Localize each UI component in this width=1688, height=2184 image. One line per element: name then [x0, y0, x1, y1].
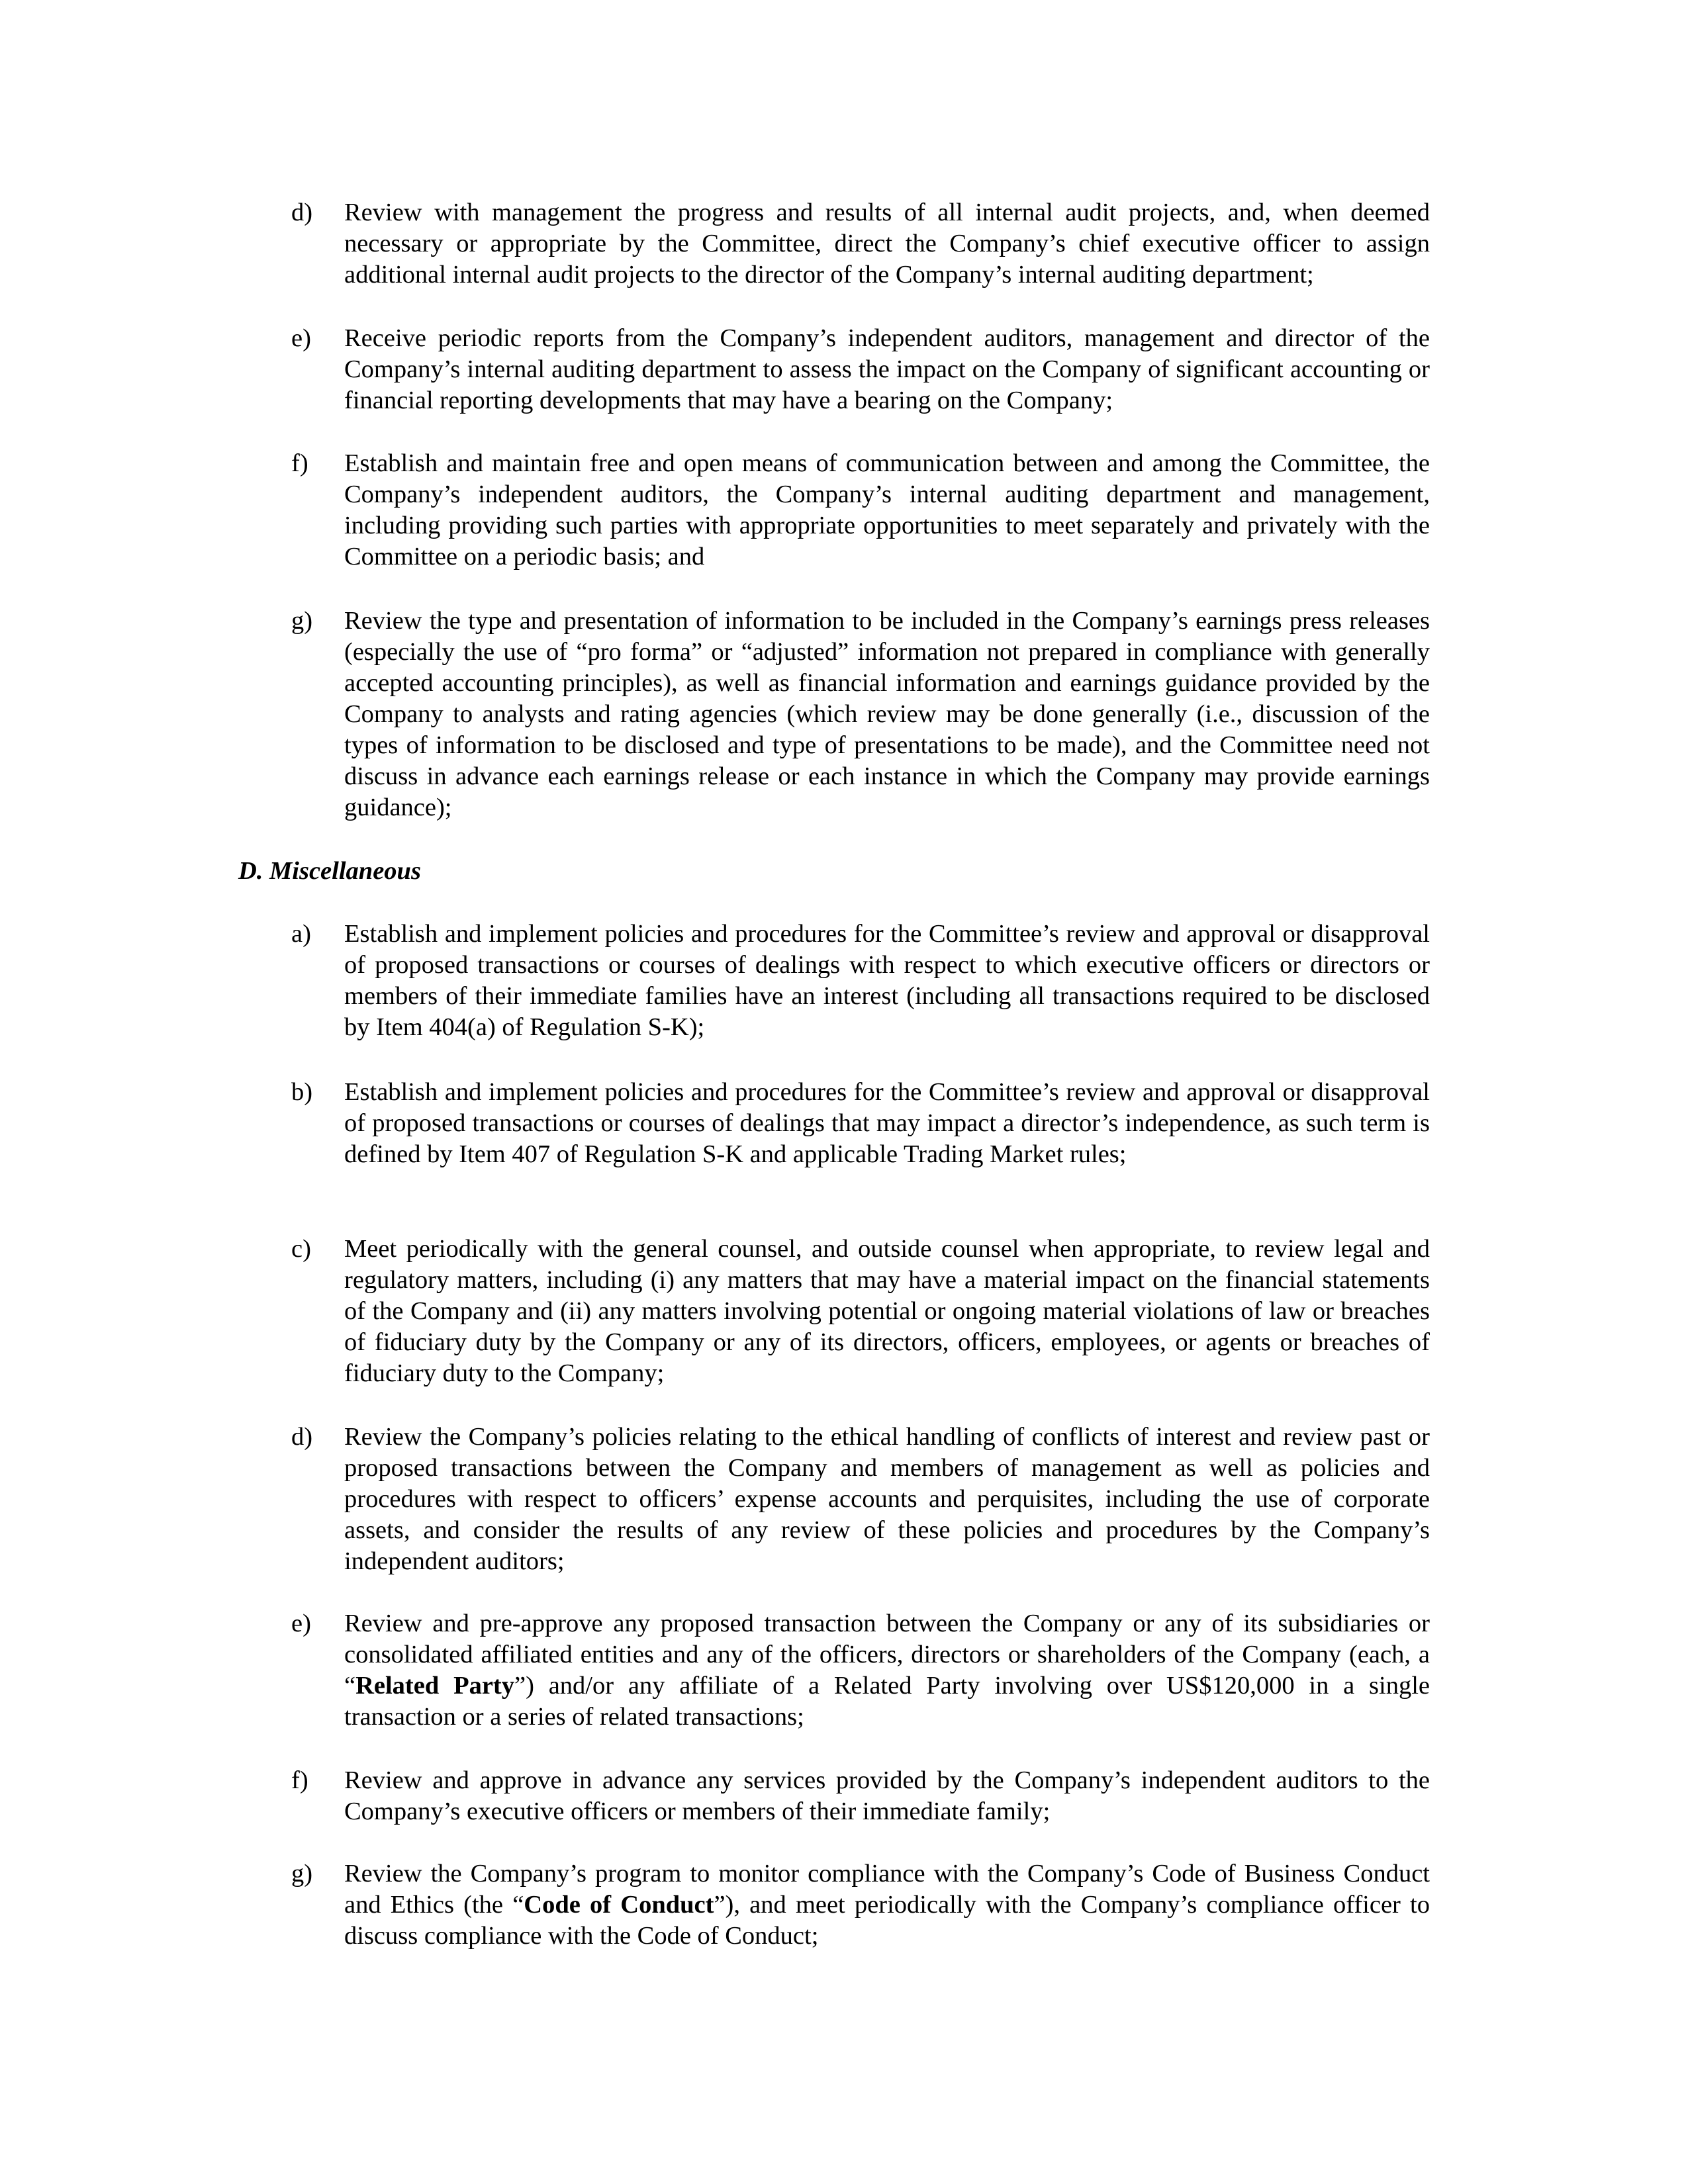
list-item-letter: e) — [291, 324, 311, 352]
list-item-text: Review the Company’s policies relating to the ethical handling of conflicts of interest and review past or proposed transactions between the Company and members of management as well as policies and procedures with respect to officers’ expense accounts and perquisites, including the use of corporate assets, and consider the results of any review of these policies and procedures by the Company’s independent auditors; — [344, 1423, 1430, 1575]
list-item-d-e — [291, 1608, 1430, 1733]
list-item-c-g — [291, 606, 1430, 823]
defined-term-code-of-conduct: Code of Conduct — [524, 1891, 714, 1919]
list-item-d-b — [291, 1077, 1430, 1170]
list-item-letter: g) — [291, 607, 313, 635]
list-item-letter: a) — [291, 920, 311, 948]
text-segment: ”) and/or any affiliate of a Related Party involving over US$120,000 in a single transaction or a series of related transactions; — [344, 1672, 1430, 1731]
list-item-text: Meet periodically with the general counsel, and outside counsel when appropriate, to review legal and regulatory matters, including (i) any matters that may have a material impact on the financial statements of the Company and (ii) any matters involving potential or ongoing material violations of law or breaches of fiduciary duty by the Company or any of its directors, officers, employees, or agents or breaches of fiduciary duty to the Company; — [344, 1235, 1430, 1387]
text-segment: Review the Company’s program to monitor compliance with the Company’s Code of Business Conduct and Ethics (the “ — [344, 1860, 1430, 1919]
list-item-c-f — [291, 448, 1430, 572]
list-item-text — [344, 1608, 1430, 1733]
list-item-c-d — [291, 197, 1430, 291]
list-item-text: Review and approve in advance any services provided by the Company’s independent auditors to the Company’s executive officers or members of their immediate family; — [344, 1766, 1430, 1825]
list-item-letter: e) — [291, 1610, 311, 1637]
list-item-letter: f) — [291, 449, 308, 477]
list-item-c-e — [291, 323, 1430, 416]
list-item-letter: d) — [291, 1423, 313, 1451]
list-item-d-d — [291, 1422, 1430, 1577]
list-item-text — [344, 1858, 1430, 1952]
list-item-text: Establish and implement policies and procedures for the Committee’s review and approval or disapproval of proposed transactions or courses of dealings with respect to which executive officers or directors or members of their immediate families have an interest (including all transactions required to be disclosed by Item 404(a) of Regulation S-K); — [344, 920, 1430, 1041]
list-item-text: Review with management the progress and results of all internal audit projects, and, when deemed necessary or appropriate by the Committee, direct the Company’s chief executive officer to assign additional internal audit projects to the director of the Company’s internal auditing department; — [344, 199, 1430, 289]
list-item-text: Review the type and presentation of information to be included in the Company’s earnings press releases (especially the use of “pro forma” or “adjusted” information not prepared in compliance with generally accepted accounting principles), as well as financial information and earnings guidance provided by the Company to analysts and rating agencies (which review may be done generally (i.e., discussion of the types of information to be disclosed and type of presentations to be made), and the Committee need not discuss in advance each earnings release or each instance in which the Company may provide earnings guidance); — [344, 607, 1430, 821]
list-item-d-f — [291, 1765, 1430, 1827]
list-item-text: Establish and implement policies and procedures for the Committee’s review and approval or disapproval of proposed transactions or courses of dealings that may impact a director’s independence, as such term is defined by Item 407 of Regulation S-K and applicable Trading Market rules; — [344, 1078, 1430, 1168]
list-item-letter: d) — [291, 199, 313, 226]
list-item-d-c — [291, 1234, 1430, 1389]
list-item-text: Receive periodic reports from the Company’s independent auditors, management and director of the Company’s internal auditing department to assess the impact on the Company of significant accounting or financial reporting developments that may have a bearing on the Company; — [344, 324, 1430, 414]
list-item-d-a — [291, 919, 1430, 1043]
list-item-text: Establish and maintain free and open means of communication between and among the Committee, the Company’s independent auditors, the Company’s internal auditing department and management, including providing such parties with appropriate opportunities to meet separately and privately with the Committee on a periodic basis; and — [344, 449, 1430, 570]
text-segment: Review and pre-approve any proposed transaction between the Company or any of its subsidiaries or consolidated affiliated entities and any of the officers, directors or shareholders of the Company (each, a “ — [344, 1610, 1430, 1700]
list-item-letter: c) — [291, 1235, 311, 1263]
list-item-letter: g) — [291, 1860, 313, 1888]
list-item-letter: f) — [291, 1766, 308, 1794]
text-segment: ”), and meet periodically with the Company’s compliance officer to discuss compliance with the Code of Conduct; — [344, 1891, 1430, 1950]
section-heading-miscellaneous: D. Miscellaneous — [238, 857, 421, 885]
defined-term-related-party: Related Party — [355, 1672, 514, 1700]
list-item-letter: b) — [291, 1078, 313, 1106]
list-item-d-g — [291, 1858, 1430, 1952]
